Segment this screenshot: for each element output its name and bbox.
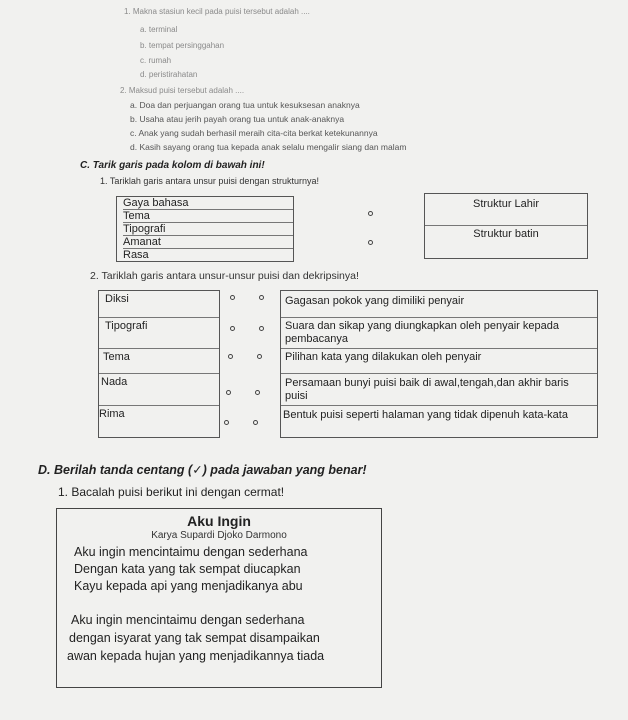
- q1-text: 1. Makna stasiun kecil pada puisi tersebut adalah ....: [124, 7, 310, 16]
- q2-option-c: c. Anak yang sudah berhasil meraih cita-cita berkat ketekunannya: [130, 128, 378, 138]
- section-c-task2: 2. Tariklah garis antara unsur-unsur puisi dan dekripsinya!: [90, 270, 359, 282]
- term-item: Tipografi: [99, 318, 219, 349]
- q2-option-a: a. Doa dan perjuangan orang tua untuk kesuksesan anaknya: [130, 100, 360, 110]
- q1-option-c: c. rumah: [140, 56, 172, 65]
- connector-dot[interactable]: [368, 240, 373, 245]
- poem-title: Aku Ingin: [187, 513, 251, 529]
- connector-dot[interactable]: [230, 295, 235, 300]
- q2-option-d: d. Kasih sayang orang tua kepada anak selalu mengalir siang dan malam: [130, 142, 407, 152]
- poem-author: Karya Supardi Djoko Darmono: [151, 530, 287, 541]
- connector-dot[interactable]: [257, 354, 262, 359]
- poem-line: Kayu kepada api yang menjadikanya abu: [74, 579, 303, 593]
- connector-dot[interactable]: [230, 326, 235, 331]
- connector-dot[interactable]: [253, 420, 258, 425]
- description-item: Persamaan bunyi puisi baik di awal,tengah,dan akhir baris puisi: [281, 374, 597, 406]
- connector-dot[interactable]: [368, 211, 373, 216]
- q1-option-a: a. terminal: [140, 25, 178, 34]
- unsur-item: Tema: [123, 210, 293, 223]
- connector-dot[interactable]: [259, 295, 264, 300]
- unsur-item: Tipografi: [123, 223, 293, 236]
- poem-line: awan kepada hujan yang menjadikannya tiada: [67, 649, 325, 663]
- section-c-heading: C. Tarik garis pada kolom di bawah ini!: [80, 160, 265, 171]
- unsur-list-box: [116, 196, 294, 262]
- description-item: Bentuk puisi seperti halaman yang tidak dipenuh kata-kata: [283, 409, 568, 421]
- term-item: Rima: [99, 408, 125, 420]
- poem-line: Dengan kata yang tak sempat diucapkan: [74, 562, 301, 576]
- poem-box: [56, 508, 382, 688]
- struktur-batin: Struktur batin: [473, 228, 539, 240]
- poem-line: dengan isyarat yang tak sempat disampaikan: [69, 631, 320, 645]
- q1-option-b: b. tempat persinggahan: [140, 41, 225, 50]
- unsur-item: Amanat: [123, 236, 293, 249]
- unsur-item: Rasa: [123, 249, 149, 261]
- description-item: Gagasan pokok yang dimiliki penyair: [281, 291, 597, 318]
- poem-line: Aku ingin mencintaimu dengan sederhana: [71, 613, 305, 627]
- q2-text: 2. Maksud puisi tersebut adalah ....: [120, 86, 245, 95]
- connector-dot[interactable]: [228, 354, 233, 359]
- description-item: Pilihan kata yang dilakukan oleh penyair: [281, 349, 597, 374]
- q2-option-b: b. Usaha atau jerih payah orang tua untuk anak-anaknya: [130, 114, 345, 124]
- term-item: Diksi: [99, 291, 219, 318]
- term-item: Tema: [99, 349, 219, 374]
- term-item: Nada: [99, 374, 219, 406]
- section-d-heading: D. Berilah tanda centang (✓) pada jawaban yang benar!: [38, 463, 367, 477]
- poem-line: Aku ingin mencintaimu dengan sederhana: [74, 545, 308, 559]
- section-d-task1: 1. Bacalah puisi berikut ini dengan cermat!: [58, 485, 285, 499]
- connector-dot[interactable]: [259, 326, 264, 331]
- connector-dot[interactable]: [224, 420, 229, 425]
- connector-dot[interactable]: [255, 390, 260, 395]
- description-item: Suara dan sikap yang diungkapkan oleh penyair kepada pembacanya: [281, 318, 597, 349]
- descriptions-box: [280, 290, 598, 438]
- terms-box: [98, 290, 220, 438]
- struktur-lahir: Struktur Lahir: [425, 194, 587, 226]
- connector-dot[interactable]: [226, 390, 231, 395]
- struktur-box: [424, 193, 588, 259]
- unsur-item: Gaya bahasa: [123, 197, 293, 210]
- section-c-task1: 1. Tariklah garis antara unsur puisi dengan strukturnya!: [100, 176, 319, 186]
- q1-option-d: d. peristirahatan: [140, 70, 198, 79]
